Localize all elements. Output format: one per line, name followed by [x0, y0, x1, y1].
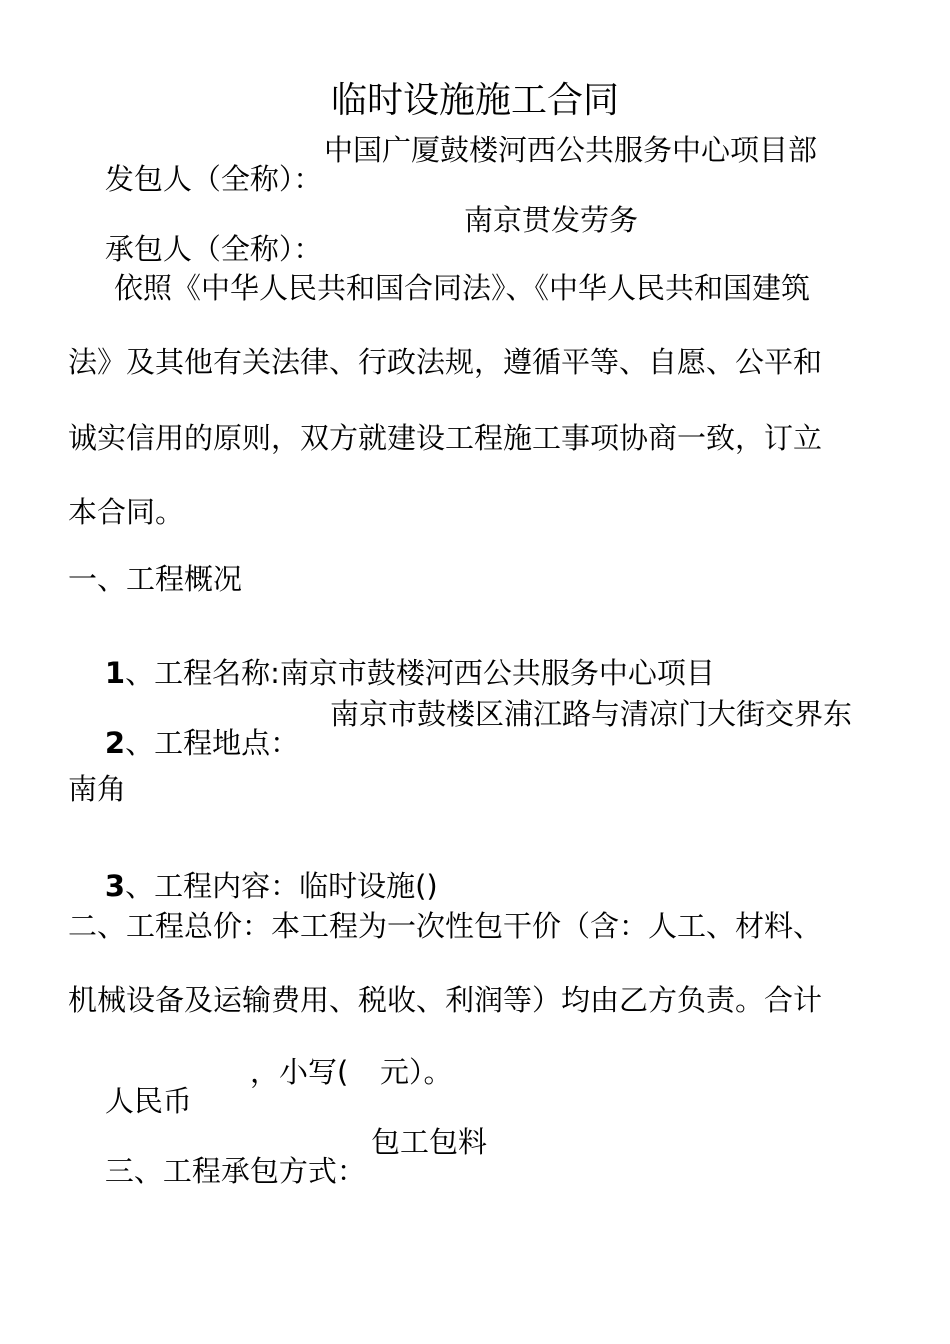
section-1-heading: 一、工程概况: [68, 562, 243, 596]
item-2-continuation: 南角: [68, 772, 127, 806]
item-2-label: 、工程地点：: [125, 726, 300, 760]
amount-label: 人民币: [104, 1084, 192, 1118]
item-3-text: 、工程内容：临时设施(): [125, 869, 438, 903]
item-1-text: 、工程名称:南京市鼓楼河西公共服务中心项目: [125, 656, 715, 690]
amount-unit: 元）。: [380, 1055, 453, 1089]
section-2-line-2: 机械设备及运输费用、税收、利润等）均由乙方负责。合计: [68, 983, 823, 1017]
document-title: 临时设施施工合同: [330, 80, 619, 121]
section-3-line: [68, 1125, 488, 1244]
item-1-number: 1: [104, 656, 126, 690]
preamble-line-4: 本合同。: [68, 495, 185, 529]
item-2-number: 2: [104, 726, 126, 760]
contractor-label: 承包人（全称）：: [104, 232, 323, 266]
section-3-label: 三、工程承包方式：: [104, 1154, 366, 1188]
contractor-value: 南京贯发劳务: [464, 203, 639, 237]
preamble-line-3: 诚实信用的原则，双方就建设工程施工事项协商一致，订立: [68, 421, 823, 455]
employer-label: 发包人（全称）：: [104, 162, 323, 196]
amount-text: ，小写(: [250, 1055, 349, 1089]
item-3-number: 3: [104, 869, 126, 903]
preamble-line-1: 依照《中华人民共和国合同法》、《中华人民共和国建筑: [114, 271, 811, 305]
item-2-value: 南京市鼓楼区浦江路与清凉门大街交界东: [330, 697, 853, 731]
preamble-line-2: 法》及其他有关法律、行政法规，遵循平等、自愿、公平和: [68, 345, 823, 379]
employer-value: 中国广厦鼓楼河西公共服务中心项目部: [324, 133, 818, 167]
section-2-line-1: 二、工程总价：本工程为一次性包干价（含：人工、材料、: [68, 909, 823, 943]
section-3-value: 包工包料: [371, 1125, 488, 1159]
